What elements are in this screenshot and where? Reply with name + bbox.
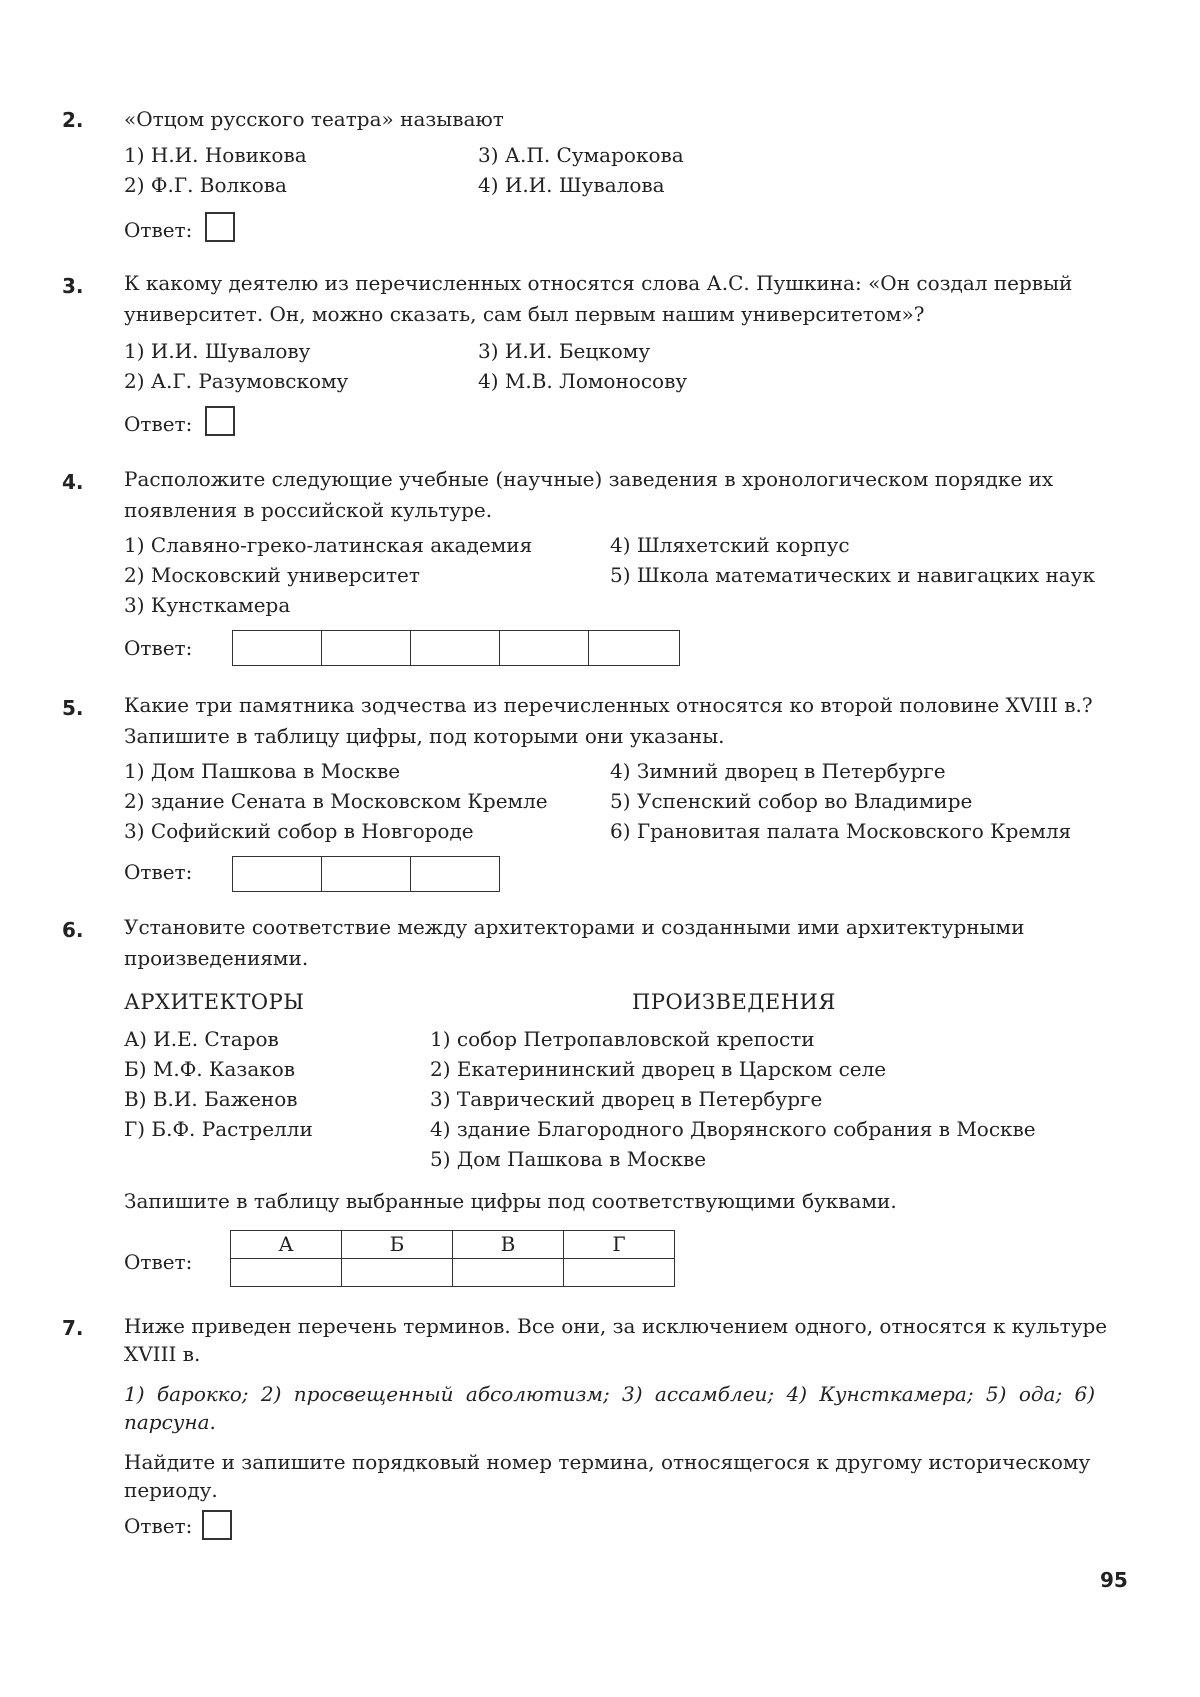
work-item: 2) Екатерининский дворец в Царском селе [430,1057,887,1081]
answer-label: Ответ: [124,860,193,884]
answer-cells[interactable] [232,856,500,892]
table-header-cell: Б [342,1231,453,1259]
answer-cell[interactable] [589,631,678,665]
option: 3) И.И. Бецкому [478,339,651,363]
work-item: 5) Дом Пашкова в Москве [430,1147,707,1171]
option: 4) М.В. Ломоносову [478,369,688,393]
answer-box[interactable] [205,406,235,436]
answer-cell[interactable] [233,631,322,665]
work-item: 1) собор Петропавловской крепости [430,1027,815,1051]
question-number: 6. [62,918,84,942]
answer-cell[interactable] [453,1259,564,1287]
option: 1) Славяно-греко-латинская академия [124,533,533,557]
architect-item: А) И.Е. Старов [124,1027,279,1051]
table-header-cell: А [231,1231,342,1259]
terms-list: 1) барокко; 2) просвещенный абсолютизм; 3) ассамблеи; 4) Кунсткамера; 5) ода; 6) парсуна. [124,1382,1096,1434]
architect-item: В) В.И. Баженов [124,1087,298,1111]
answer-cell[interactable] [342,1259,453,1287]
question-number: 7. [62,1316,84,1340]
work-item: 3) Таврический дворец в Петербурге [430,1087,823,1111]
question-text: Ниже приведен перечень терминов. Все они, за исключением одного, относятся к культуре XVIII в. [124,1314,1108,1366]
question-text: Расположите следующие учебные (научные) заведения в хронологическом порядке их появления в российской культуре. [124,467,1054,522]
answer-cell[interactable] [411,631,500,665]
option: 1) Н.И. Новикова [124,143,307,167]
question-text: Какие три памятника зодчества из перечисленных относятся ко второй половине XVIII в.? Запишите в таблицу цифры, под которыми они указаны. [124,693,1093,748]
answer-cell[interactable] [500,631,589,665]
option: 1) Дом Пашкова в Москве [124,759,401,783]
option: 6) Грановитая палата Московского Кремля [610,819,1072,843]
question-text: «Отцом русского театра» называют [124,107,504,131]
question-number: 3. [62,274,84,298]
option: 3) А.П. Сумарокова [478,143,684,167]
answer-cell[interactable] [322,857,411,891]
works-heading: ПРОИЗВЕДЕНИЯ [632,990,836,1014]
answer-cell[interactable] [411,857,498,891]
question-number: 2. [62,108,84,132]
option: 4) Шляхетский корпус [610,533,850,557]
option: 5) Школа математических и навигацких наук [610,563,1095,587]
answer-cell[interactable] [322,631,411,665]
answer-box[interactable] [202,1510,232,1540]
answer-label: Ответ: [124,1514,193,1538]
answer-cell[interactable] [564,1259,675,1287]
task-instruction: Найдите и запишите порядковый номер термина, относящегося к другому историческому периоду. [124,1450,1091,1502]
question-text: Установите соответствие между архитекторами и созданными ими архитектурными произведениями. [124,915,1025,970]
answer-box[interactable] [205,212,235,242]
architect-item: Б) М.Ф. Казаков [124,1057,296,1081]
answer-table-header [231,1231,675,1259]
table-header-cell: В [453,1231,564,1259]
work-item: 4) здание Благородного Дворянского собрания в Москве [430,1117,1036,1141]
table-instruction: Запишите в таблицу выбранные цифры под соответствующими буквами. [124,1189,897,1213]
question-text: К какому деятелю из перечисленных относятся слова А.С. Пушкина: «Он создал первый университет. Он, можно сказать, сам был первым нашим университетом»? [124,271,1073,326]
option: 3) Софийский собор в Новгороде [124,819,474,843]
answer-label: Ответ: [124,412,193,436]
architect-item: Г) Б.Ф. Растрелли [124,1117,313,1141]
answer-cells[interactable] [232,630,680,666]
page-number: 95 [1100,1568,1128,1592]
answer-label: Ответ: [124,636,193,660]
option: 1) И.И. Шувалову [124,339,311,363]
answer-cell[interactable] [233,857,322,891]
architects-heading: АРХИТЕКТОРЫ [124,990,305,1014]
option: 2) А.Г. Разумовскому [124,369,349,393]
option: 3) Кунсткамера [124,593,291,617]
option: 4) Зимний дворец в Петербурге [610,759,946,783]
option: 4) И.И. Шувалова [478,173,665,197]
option: 2) Московский университет [124,563,420,587]
question-number: 4. [62,470,84,494]
table-header-cell: Г [564,1231,675,1259]
option: 2) здание Сената в Московском Кремле [124,789,548,813]
option: 5) Успенский собор во Владимире [610,789,973,813]
answer-label: Ответ: [124,218,193,242]
question-number: 5. [62,696,84,720]
answer-table-row [231,1259,675,1287]
option: 2) Ф.Г. Волкова [124,173,287,197]
answer-cell[interactable] [231,1259,342,1287]
answer-table [230,1230,675,1287]
answer-label: Ответ: [124,1250,193,1274]
